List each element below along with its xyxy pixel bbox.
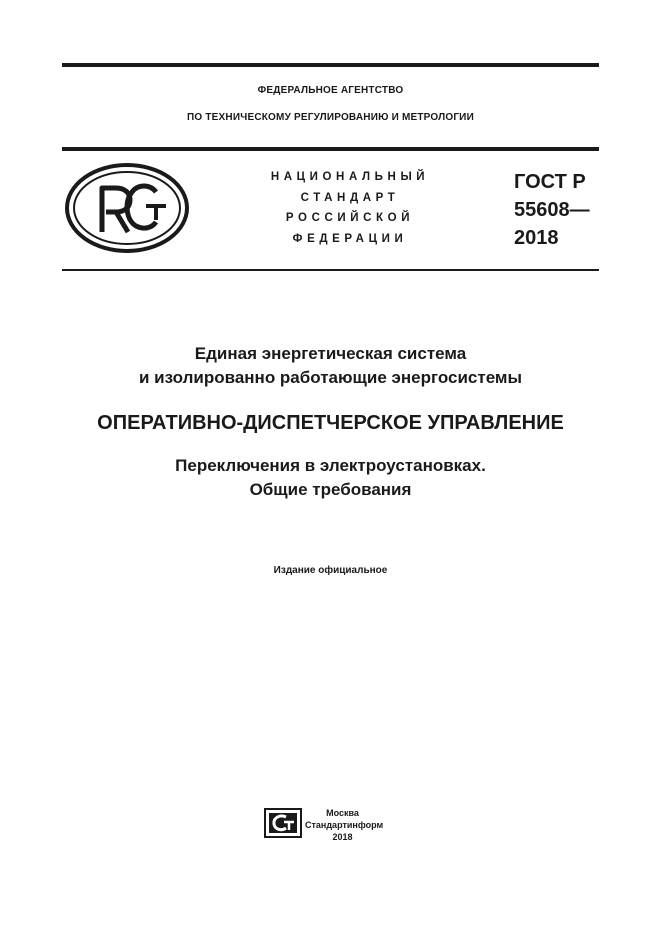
top-rule <box>62 63 599 67</box>
subtitle-line-1: Переключения в электроустановках. <box>175 456 486 475</box>
standartinform-logo-icon <box>264 808 302 838</box>
title-line-2: и изолированно работающие энергосистемы <box>138 368 523 387</box>
subtitle-line-2: Общие требования <box>249 480 412 499</box>
national-line-4: ФЕДЕРАЦИИ <box>292 233 408 245</box>
standard-number <box>514 168 590 252</box>
standard-number-line-3: 2018 <box>514 227 559 249</box>
national-line-3: РОССИЙСКОЙ <box>285 212 415 224</box>
edition-label: Издание официальное <box>273 565 388 576</box>
middle-rule <box>62 147 599 151</box>
main-title: ОПЕРАТИВНО-ДИСПЕТЧЕРСКОЕ УПРАВЛЕНИЕ <box>97 412 564 434</box>
standard-number-line-2: 55608— <box>514 199 590 221</box>
publisher-name: Стандартинформ <box>305 820 384 830</box>
gost-r-mark-icon <box>64 162 190 254</box>
standard-number-line-1: ГОСТ Р <box>514 171 586 193</box>
national-line-1: НАЦИОНАЛЬНЫЙ <box>270 171 430 183</box>
title-line-1: Единая энергетическая система <box>194 344 467 363</box>
agency-line-1: ФЕДЕРАЛЬНОЕ АГЕНТСТВО <box>257 85 404 96</box>
national-line-2: СТАНДАРТ <box>300 192 400 204</box>
agency-line-2: ПО ТЕХНИЧЕСКОМУ РЕГУЛИРОВАНИЮ И МЕТРОЛОГИИ <box>187 112 474 123</box>
bottom-rule <box>62 269 599 271</box>
publisher-year: 2018 <box>332 832 353 842</box>
publisher-city: Москва <box>326 808 359 818</box>
